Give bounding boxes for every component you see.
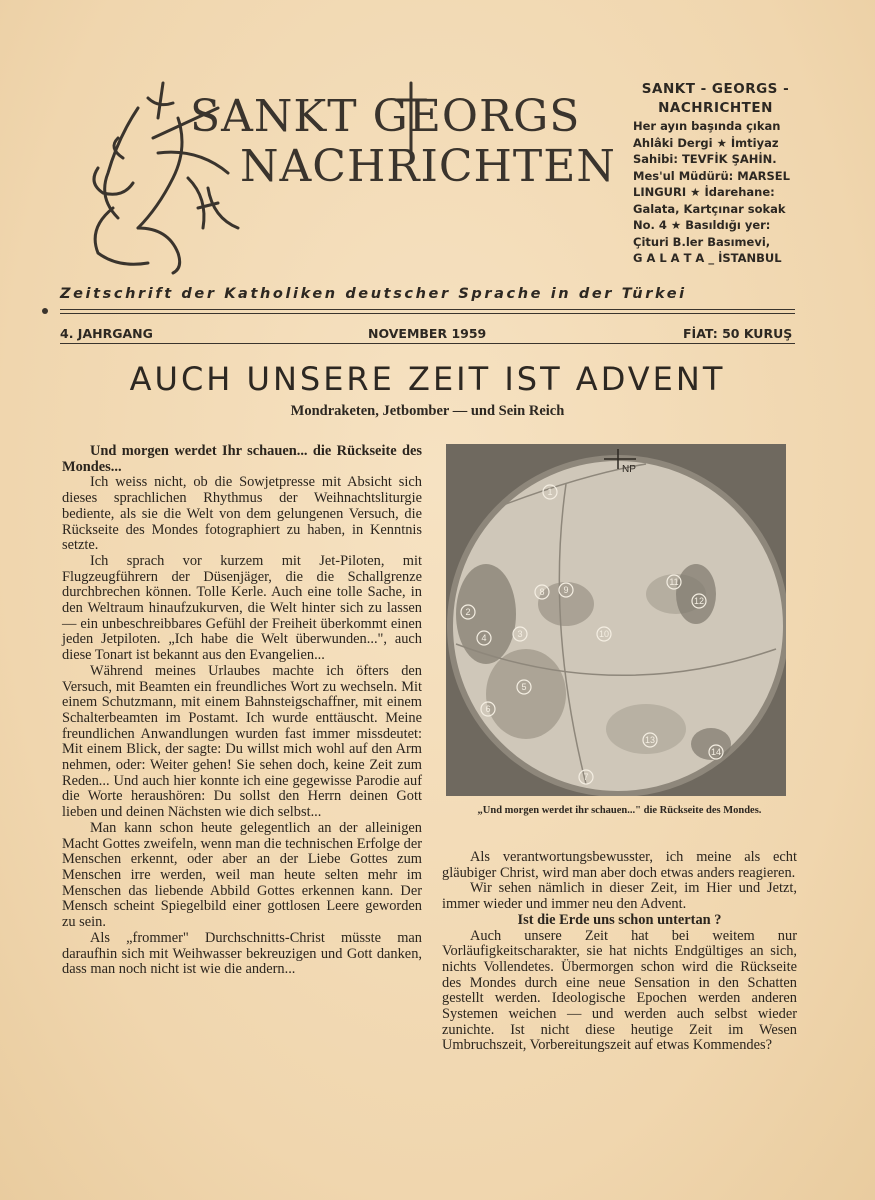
crater-marker-label: 8 [539,587,545,597]
crater-marker-label: 11 [669,577,679,587]
divider-rule [60,343,795,344]
masthead-title-line2: NACHRICHTEN [240,141,616,192]
crater-marker-label: 1 [547,487,553,497]
crater-marker-label: 2 [465,607,471,617]
imprint-line: No. 4 ★ Basıldığı yer: [633,218,771,232]
section-heading: Ist die Erde uns schon untertan ? [517,911,722,928]
article-paragraph: Ich weiss nicht, ob die Sowjetpresse mit Absicht sich dieses sprachlichen Rhythmus der Weihnachtsliturgie bediente, als sie die Welt von dem gelungenen Versuch, die Rückseite des Mondes fotographiert zu haben, in Kenntnis setzte. [62,474,422,554]
issue-date: NOVEMBER 1959 [368,326,487,341]
article-paragraph: Wir sehen nämlich in dieser Zeit, im Hier und Jetzt, immer wieder und immer neu den Advent. [442,880,797,913]
crater-marker-label: 13 [644,735,656,745]
crater-marker-label: 5 [521,682,527,692]
article-paragraph: Als verantwortungsbewusster, ich meine als echt gläubiger Christ, wird man aber doch etwas anders reagieren. [442,849,797,881]
article-subhead: Mondraketen, Jetbomber — und Sein Reich [290,403,565,419]
crater-marker-label: 4 [481,633,487,643]
bullet-dot-icon [42,308,48,314]
imprint-line: Sahibi: TEVFİK ŞAHİN. [633,152,777,166]
imprint-line: Galata, Kartçınar sokak [633,201,786,216]
masthead-title-line1: SANKT GEORGS [190,91,581,142]
crater-marker-label: 7 [583,772,589,782]
crater-marker-label: 10 [598,629,610,639]
crater-marker-label: 3 [517,629,523,639]
imprint-line: Çituri B.ler Basımevi, [633,234,771,249]
imprint-line: LINGURI ★ İdarehane: [633,185,775,199]
article-headline: AUCH UNSERE ZEIT IST ADVENT [129,360,726,398]
article-left-column [62,444,422,978]
issue-price: FİAT: 50 KURUŞ [683,326,793,341]
crater-marker-label: 6 [485,704,491,714]
article-lead: Und morgen werdet Ihr schauen... die Rückseite des Mondes... [62,443,422,475]
masthead-title [190,92,620,192]
article-paragraph: Ich sprach vor kurzem mit Jet-Piloten, mit Flugzeugführern der Düsenjäger, die die Schallgrenze durchbrechen können. Tolle Kerle. Auch eine tolle Sache, in den Weltraum hinaufzukurven, die Welt hinter sich zu lassen — ein unbeschreibbares Gefühl der Freiheit überkommt einen jeden Jetpiloten. „Ich habe die Welt überwunden...", auch diese Tonart ist bekannt aus den Evangelien... [62,552,422,664]
divider-rule [60,309,795,310]
crater-marker-label: 12 [693,596,705,606]
crater-marker-label: 14 [710,747,722,757]
imprint-box [633,80,798,267]
imprint-line: Her ayın başında çıkan [633,119,781,133]
imprint-line: Ahlâki Dergi ★ İmtiyaz [633,135,779,150]
moon-photo [446,444,786,796]
imprint-line: G A L A T A _ İSTANBUL [633,251,782,265]
article-paragraph: Auch unsere Zeit hat bei weitem nur Vorläufigkeitscharakter, sie hat nichts Endgültiges an sich, nichts Vollendetes. Übermorgen schon wird die Rückseite des Mondes durch eine neue Sensation in den Schatten gestellt werden. Ideologische Epochen werden anderen Systemen weichen — und werden auch selbst wieder zunichte. Ist nicht diese heutige Zeit im Wesen Umbruchszeit, Vorbereitungszeit auf etwas Kommendes? [442,927,797,1054]
photo-caption: „Und morgen werdet ihr schauen..." die Rückseite des Mondes. [477,805,762,816]
crater-marker-label: 9 [563,585,569,595]
masthead-subtitle: Zeitschrift der Katholiken deutscher Sprache in der Türkei [60,286,687,302]
imprint-line: Mes'ul Müdürü: MARSEL [633,168,790,183]
article-paragraph: Als „frommer" Durchschnitts-Christ müsste man daraufhin sich mit Weihwasser bekreuzigen und Gott danken, dass man noch nicht ist wie die andern... [62,929,422,978]
imprint-heading-line1: SANKT - GEORGS - [641,81,790,97]
divider-rule [60,313,795,314]
article-paragraph: Während meines Urlaubes machte ich öfters den Versuch, mit Beamten ein freundliches Wort zu wechseln. Mit einem Schutzmann, mit einem Bahnsteigschaffner, mit einem Schalterbeamten im Postamt. Ich wurde enttäuscht. Meine freundlichen Anwandlungen wurden fast immer missdeutet: Mit einem Blick, der sagte: Du willst mich wohl auf den Arm nehmen, oder: Weiter gehen! Sie sehen doch, keine Zeit zum Reden... Und auch hier konnte ich eine gegewisse Parodie auf die Worte heraushören: Du sollst den Herrn deinen Gott lieben und deinen Nächsten wie dich selbst... [62,662,422,821]
article-paragraph: Man kann schon heute gelegentlich an der alleinigen Macht Gottes zweifeln, wenn man die technischen Erfolge der Menschen erkennt, oder aber an der Liebe Gottes zum Menschen irre werden, weil man heute selten mehr im Menschen das liebende Abbild Gottes erkennen kann. Der Mensch scheint Spiegelbild einer gottlosen Leere geworden zu sein. [62,819,422,931]
article-right-column [442,850,797,1054]
imprint-heading-line2: NACHRICHTEN [658,100,773,116]
issue-volume: 4. JAHRGANG [60,326,153,341]
north-pole-label: NP [622,464,636,475]
